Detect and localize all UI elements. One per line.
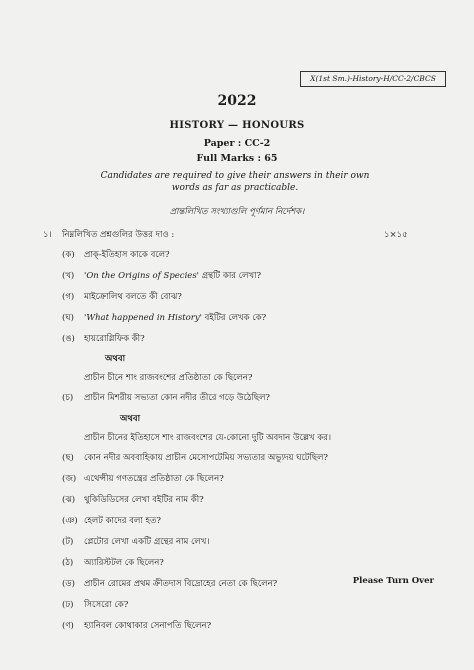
exam-year: 2022: [217, 93, 257, 109]
item-text: প্রাক্-ইতিহাস কাকে বলে?: [84, 250, 170, 260]
item-text: এথেন্সীয় গণতন্ত্রের প্রতিষ্ঠাতা কে ছিলেন?: [84, 474, 224, 484]
list-item: [62, 472, 224, 486]
list-item: [62, 391, 270, 405]
item-text: থুকিডিডিসের লেখা বইটির নাম কী?: [84, 495, 204, 505]
item-label: (ঙ): [62, 334, 75, 344]
or-label: অথবা: [120, 414, 141, 424]
item-text: প্রাচীন মিশরীয় সভ্যতা কোন নদীর তীরে গড়ে উঠেছিল?: [84, 393, 270, 403]
item-label: (ণ): [62, 621, 74, 631]
question-title: নিম্নলিখিত প্রশ্নগুলির উত্তর দাও :: [62, 230, 175, 240]
item-label: (ঘ): [62, 313, 74, 323]
list-item: [62, 311, 266, 325]
subject-title: HISTORY — HONOURS: [169, 120, 305, 131]
instruction-english: Candidates are required to give their answers in their own words as far as practicable.: [100, 171, 370, 193]
item-text: প্লেটোর লেখা একটি গ্রন্থের নাম লেখ।: [84, 537, 210, 547]
list-item: [62, 577, 277, 591]
item-text: সিসেরো কে?: [84, 600, 129, 610]
question-marks: ১×১৫: [384, 230, 408, 240]
or-label: অথবা: [105, 354, 126, 364]
item-label: (ঢ): [62, 600, 74, 610]
list-item: [62, 451, 328, 465]
list-item: [62, 248, 170, 262]
item-text-italic: 'On the Origins of Species': [84, 271, 200, 281]
list-item: [62, 269, 261, 283]
full-marks: Full Marks : 65: [196, 153, 278, 164]
list-item: [62, 598, 128, 612]
item-text: গ্রন্থটি কার লেখা?: [199, 271, 262, 281]
paper-code-box: X(1st Sm.)-History-H/CC-2/CBCS: [300, 71, 446, 87]
item-label: (চ): [62, 393, 74, 403]
item-text: হায়রোগ্লিফিক কী?: [84, 334, 145, 344]
item-label: (ড): [62, 579, 75, 589]
or-alternative: প্রাচীন চীনে শাং রাজবংশের প্রতিষ্ঠাতা কে ছিলেন?: [84, 373, 253, 383]
list-item: [62, 290, 182, 304]
list-item: [62, 332, 145, 346]
paper-label: Paper : CC-2: [203, 138, 271, 149]
item-text: অ্যারিস্টটল কে ছিলেন?: [84, 558, 164, 568]
item-text: হেলট কাদের বলা হত?: [84, 516, 161, 526]
item-text: বইটির লেখক কে?: [201, 313, 267, 323]
item-text: কোন নদীর অববাহিকায় প্রাচীন মেসোপটেমিয় সভ্যতার অভ্যুদয় ঘটেছিল?: [84, 453, 328, 463]
question-number: ১।: [43, 230, 52, 240]
please-turn-over: Please Turn Over: [352, 576, 434, 586]
item-label: (গ): [62, 292, 75, 302]
list-item: [62, 535, 209, 549]
item-label: (ট): [62, 537, 74, 547]
item-label: (ছ): [62, 453, 74, 463]
list-item: [62, 619, 211, 633]
item-label: (ঞ): [62, 516, 78, 526]
or-alternative: প্রাচীন চীনের ইতিহাসে শাং রাজবংশের যে-কোনো দুটি অবদান উল্লেখ কর।: [84, 433, 331, 443]
instruction-bengali: প্রান্তলিখিত সংখ্যাগুলি পূর্ণমান নির্দেশক।: [169, 207, 305, 217]
item-text: হ্যানিবল কোথাকার সেনাপতি ছিলেন?: [84, 621, 212, 631]
item-label: (খ): [62, 271, 75, 281]
item-text: মাইক্রোলিথ বলতে কী বোঝ?: [84, 292, 182, 302]
item-label: (জ): [62, 474, 77, 484]
item-label: (ক): [62, 250, 75, 260]
item-text-italic: 'What happened in History': [84, 313, 202, 323]
item-label: (ঠ): [62, 558, 74, 568]
list-item: [62, 514, 161, 528]
item-text: প্রাচীন রোমের প্রথম ক্রীতদাস বিদ্রোহের নেতা কে ছিলেন?: [84, 579, 278, 589]
item-label: (ঝ): [62, 495, 76, 505]
list-item: [62, 493, 204, 507]
list-item: [62, 556, 164, 570]
